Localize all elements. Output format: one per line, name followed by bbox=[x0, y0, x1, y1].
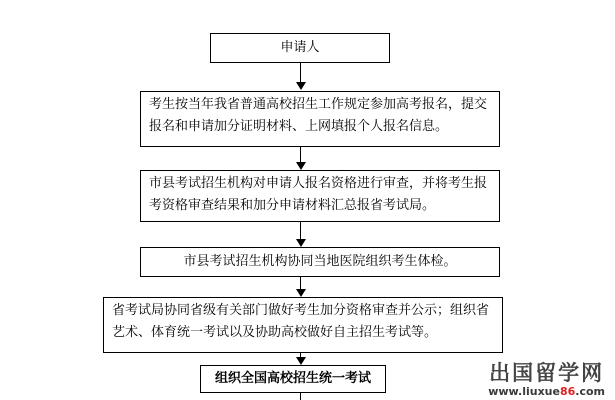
step-physical-exam: 市县考试招生机构协同当地医院组织考生体检。 bbox=[140, 247, 500, 277]
step-registration: 考生按当年我省普通高校招生工作规定参加高考报名，提交报名和申请加分证明材料、上网填报个人报名信息。 bbox=[140, 91, 500, 147]
connector-line-3 bbox=[300, 221, 301, 240]
connector-arrow-3 bbox=[296, 239, 306, 247]
watermark-url-suffix: .com bbox=[575, 385, 605, 398]
step-province-review: 省考试局协同省级有关部门做好考生加分资格审查并公示；组织省艺术、体育统一考试以及协助高校做好自主招生考试等。 bbox=[103, 297, 503, 353]
connector-arrow-2 bbox=[296, 162, 306, 170]
connector-line-6 bbox=[300, 392, 301, 400]
step-national-exam: 组织全国高校招生统一考试 bbox=[200, 365, 386, 393]
connector-arrow-4 bbox=[296, 289, 306, 297]
connector-line-2 bbox=[300, 146, 301, 163]
connector-line-4 bbox=[300, 276, 301, 290]
watermark-url-prefix: www.liuxue bbox=[488, 385, 560, 398]
connector-line-1 bbox=[300, 62, 301, 83]
step-applicant: 申请人 bbox=[210, 33, 390, 63]
watermark-url bbox=[488, 385, 605, 398]
watermark-url-highlight: 86 bbox=[559, 385, 576, 398]
watermark-name: 出国留学网 bbox=[489, 361, 605, 385]
step-county-review: 市县考试招生机构对申请人报名资格进行审查，并将考生报考资格审查结果和加分申请材料汇总报省考试局。 bbox=[140, 170, 500, 222]
site-watermark bbox=[488, 361, 605, 398]
connector-arrow-5 bbox=[296, 357, 306, 365]
connector-arrow-1 bbox=[296, 82, 306, 90]
